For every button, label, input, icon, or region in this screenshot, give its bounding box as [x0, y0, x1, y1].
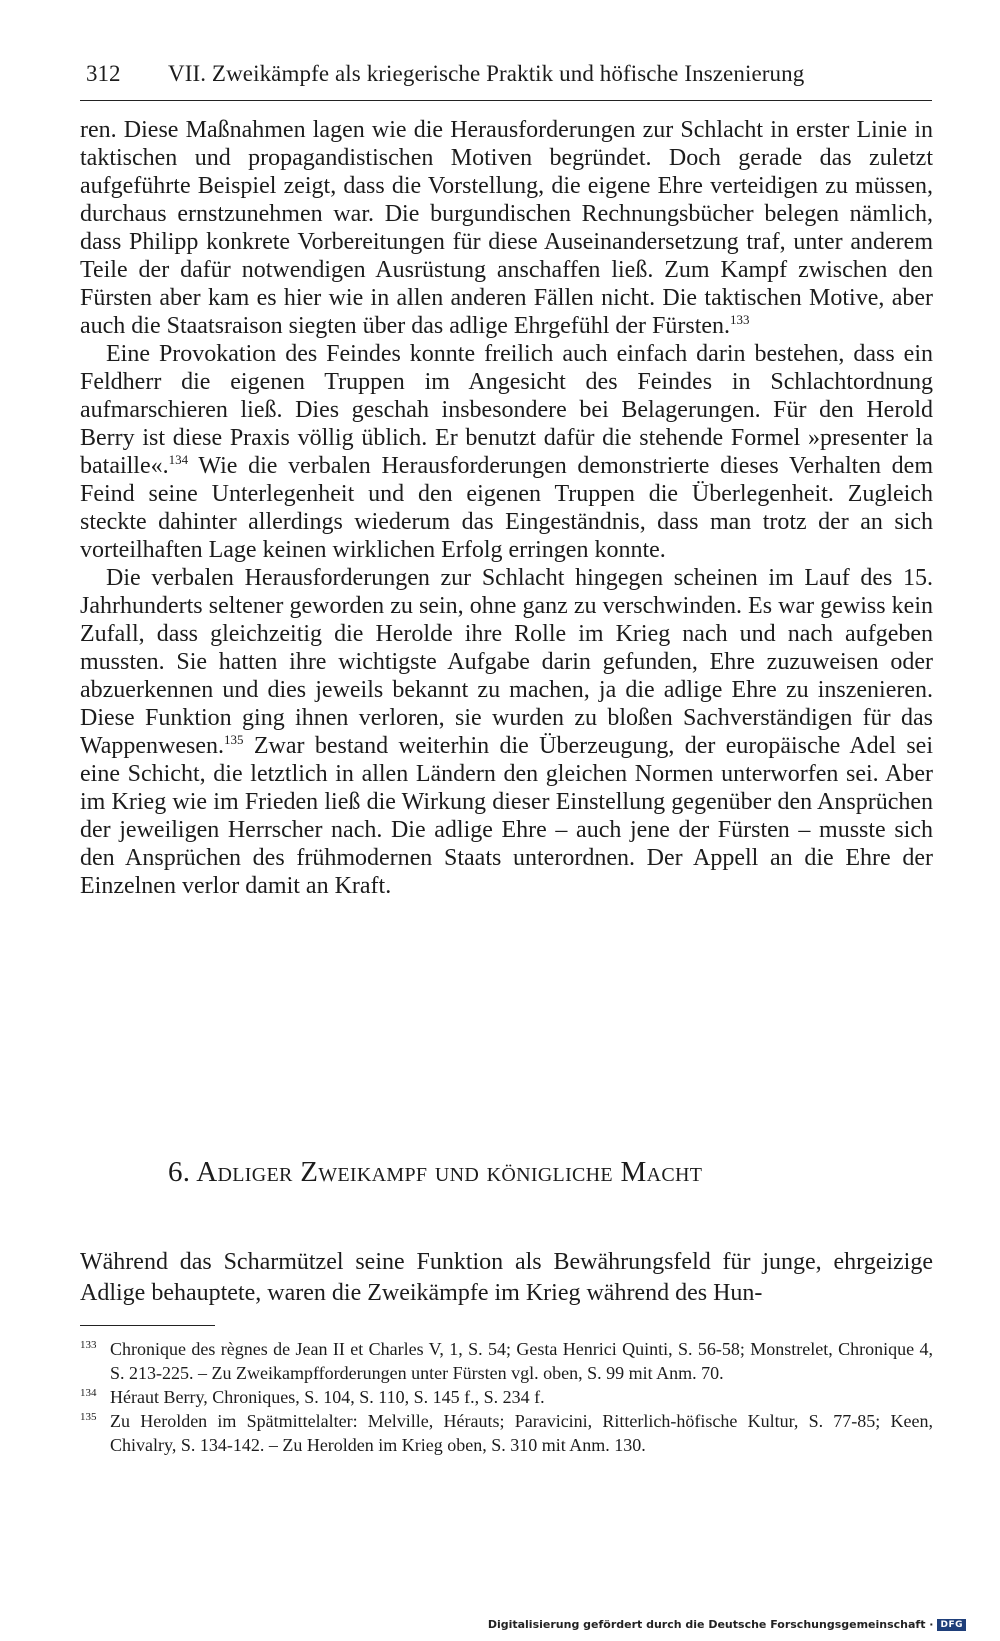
paragraph-text: ren. Diese Maßnahmen lagen wie die Herausforderungen zur Schlacht in erster Linie in taktischen und propagandistischen Motiven begründet. Doch gerade das zuletzt aufgeführte Beispiel zeigt, dass die Vorstellung, die eigene Ehre verteidigen zu müssen, durchaus ernstzunehmen war. Die burgundischen Rechnungsbücher belegen nämlich, dass Philipp konkrete Vorbereitungen für diese Auseinandersetzung traf, unter anderem Teile der dafür notwendigen Ausrüstung anschaffen ließ. Zum Kampf zwischen den Fürsten aber kam es hier wie in allen anderen Fällen nicht. Die taktischen Motive, aber auch die Staatsraison siegten über das adlige Ehrgefühl der Fürsten.	[80, 117, 933, 339]
credit-text: Digitalisierung gefördert durch die Deutsche Forschungsgemeinschaft ·	[487, 1618, 934, 1631]
paragraph-text: Zwar bestand weiterhin die Überzeugung, der europäische Adel sei eine Schicht, die letztlich in allen Ländern den gleichen Normen unterworfen sei. Aber im Krieg wie im Frieden ließ die Wirkung dieser Einstellung gegenüber den Ansprüchen der jeweiligen Herrscher nach. Die adlige Ehre – auch jene der Fürsten – musste sich den Ansprüchen des frühmodernen Staats unterordnen. Der Appell an die Ehre der Einzelnen verlor damit an Kraft.	[80, 733, 933, 899]
footnote-133	[80, 1337, 933, 1385]
paragraph-text: Eine Provokation des Feindes konnte freilich auch einfach darin bestehen, dass ein Feldherr die eigenen Truppen im Angesicht des Feindes in Schlachtordnung aufmarschieren ließ. Dies geschah insbesondere bei Belagerungen. Für den Herold Berry ist diese Praxis völlig üblich. Er benutzt dafür die stehende Formel »presenter la bataille«.	[80, 341, 933, 479]
footnote-number: 133	[80, 1339, 97, 1351]
section-body	[80, 1247, 933, 1309]
paragraph-3	[80, 564, 933, 900]
paragraph-text: Die verbalen Herausforderungen zur Schlacht hingegen scheinen im Lauf des 15. Jahrhunderts seltener geworden zu sein, ohne ganz zu verschwinden. Es war gewiss kein Zufall, dass gleichzeitig die Herolde ihre Rolle im Krieg nach und nach aufgeben mussten. Sie hatten ihre wichtigste Aufgabe darin gefunden, Ehre zuzuweisen oder abzuerkennen und dies jeweils bekannt zu machen, ja die adlige Ehre zu inszenieren. Diese Funktion ging ihnen verloren, sie wurden zu bloßen Sachverständigen für das Wappenwesen.	[80, 565, 933, 759]
footnote-text: Zu Herolden im Spätmittelalter: Melville, Hérauts; Paravicini, Ritterlich-höfische Kultur, S. 77-85; Keen, Chivalry, S. 134-142. – Zu Herolden im Krieg oben, S. 310 mit Anm. 130.	[110, 1411, 933, 1455]
footnote-text: Chronique des règnes de Jean II et Charles V, 1, S. 54; Gesta Henrici Quinti, S. 56-58; Monstrelet, Chronique 4, S. 213-225. – Zu Zweikampfforderungen unter Fürsten vgl. oben, S. 99 mit Anm. 70.	[110, 1339, 933, 1383]
body-text	[80, 116, 933, 900]
footnote-number: 135	[80, 1411, 97, 1423]
dfg-logo: DFG	[937, 1619, 966, 1631]
paragraph-2	[80, 340, 933, 564]
footnote-ref-133[interactable]: 133	[730, 312, 750, 327]
footnote-ref-135[interactable]: 135	[224, 732, 244, 747]
footnote-ref-134[interactable]: 134	[168, 452, 189, 467]
header-rule	[80, 100, 932, 101]
footnote-135	[80, 1409, 933, 1457]
footnote-134	[80, 1385, 933, 1409]
digitization-credit	[488, 1618, 966, 1631]
footnotes	[80, 1337, 933, 1457]
page-number: 312	[86, 61, 121, 86]
paragraph-text: Wie die verbalen Herausforderungen demonstrierte dieses Verhalten dem Feind seine Unterlegenheit und den eigenen Truppen die Überlegenheit. Zugleich steckte dahinter allerdings wiederum das Eingeständnis, dass man trotz der an sich vorteilhaften Lage keinen wirklichen Erfolg erringen konnte.	[80, 453, 933, 563]
section-paragraph: Während das Scharmützel seine Funktion als Bewährungsfeld für junge, ehrgeizige Adlige behauptete, waren die Zweikämpfe im Krieg während des Hun-	[80, 1249, 933, 1306]
section-title: 6. Adliger Zweikampf und königliche Macht	[168, 1156, 703, 1188]
running-head: VII. Zweikämpfe als kriegerische Praktik und höfische Inszenierung	[168, 61, 805, 86]
paragraph-1	[80, 116, 933, 340]
footnote-rule	[80, 1325, 215, 1326]
footnote-text: Héraut Berry, Chroniques, S. 104, S. 110, S. 145 f., S. 234 f.	[110, 1387, 545, 1407]
footnote-number: 134	[80, 1387, 97, 1399]
